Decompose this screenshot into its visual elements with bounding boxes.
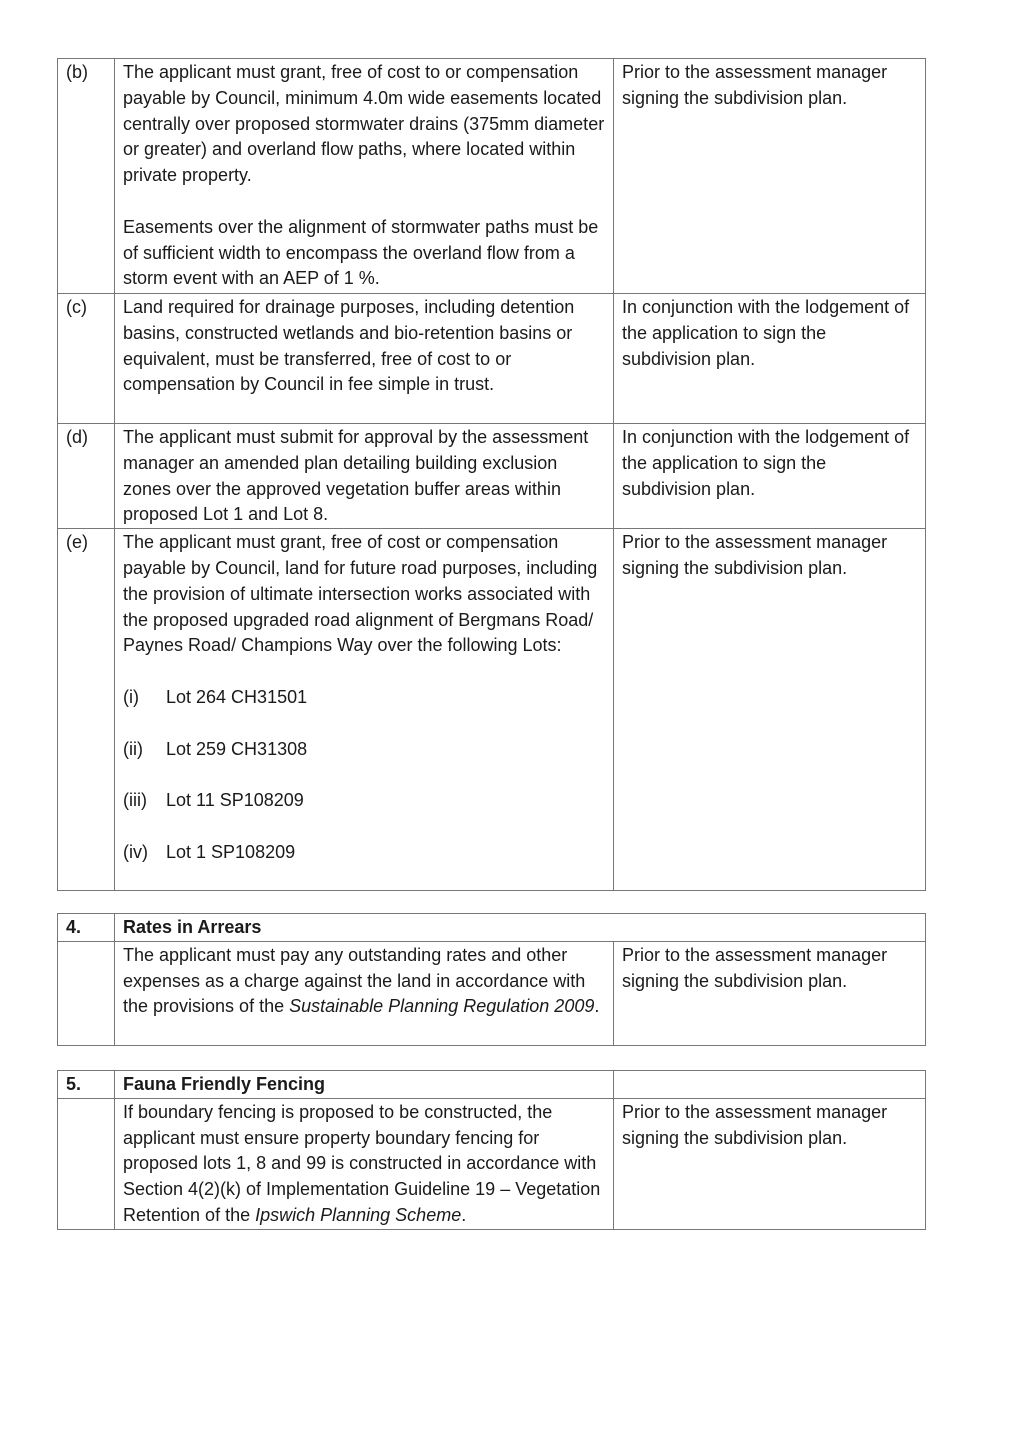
condition-text-plain: If boundary fencing is proposed to be constructed, the applicant must ensure property boundary fencing for proposed lots 1, 8 and 99 is constructed in accordance with Section 4(2)(k) of Implementation Guideline 19 – Vegetation Retention of the [123, 1101, 601, 1225]
condition-text: The applicant must submit for approval by the assessment manager an amended plan detailing building exclusion zones over the approved vegetation buffer areas within proposed Lot 1 and Lot 8. [115, 424, 614, 529]
section-title: Rates in Arrears [115, 914, 926, 942]
lot-list-text: Lot 264 CH31501 [166, 686, 308, 707]
lot-list-number: (ii) [123, 738, 143, 759]
table-row [58, 59, 926, 294]
condition-timing: Prior to the assessment manager signing the subdivision plan. [614, 941, 926, 1045]
condition-timing: In conjunction with the lodgement of the application to sign the subdivision plan. [614, 424, 926, 529]
lot-list-item [123, 685, 605, 711]
condition-text [115, 529, 614, 891]
lot-list-text: Lot 259 CH31308 [166, 738, 308, 759]
condition-text-end: . [594, 996, 600, 1017]
section-number: 4. [58, 914, 115, 942]
lot-list-text: Lot 11 SP108209 [166, 790, 304, 811]
section-header-row [58, 914, 926, 942]
lot-list-item [123, 737, 605, 763]
condition-label: (b) [58, 59, 115, 294]
table-row [58, 424, 926, 529]
section-number: 5. [58, 1071, 115, 1099]
condition-paragraph: The applicant must grant, free of cost to or compensation payable by Council, minimum 4.0m wide easements located centrally over proposed stormwater drains (375mm diameter or greater) and overland flow paths, where located within private property. [123, 62, 605, 186]
condition-paragraph: The applicant must grant, free of cost or compensation payable by Council, land for future road purposes, including the provision of ultimate intersection works associated with the proposed upgraded road alignment of Bergmans Road/ Paynes Road/ Champions Way over the following Lots: [123, 532, 598, 656]
condition-text-end: . [461, 1204, 467, 1225]
condition-timing: Prior to the assessment manager signing the subdivision plan. [614, 529, 926, 891]
condition-label: (c) [58, 294, 115, 424]
rates-in-arrears-table [57, 913, 926, 1046]
condition-text-italic: Ipswich Planning Scheme [255, 1204, 462, 1225]
condition-text [115, 1098, 614, 1229]
condition-text: Land required for drainage purposes, including detention basins, constructed wetlands and bio-retention basins or equivalent, must be transferred, free of cost to or compensation by Council in fee simple in trust. [115, 294, 614, 424]
empty-cell [614, 1071, 926, 1099]
empty-cell [58, 1098, 115, 1229]
condition-timing: In conjunction with the lodgement of the application to sign the subdivision plan. [614, 294, 926, 424]
conditions-table [57, 58, 926, 891]
condition-text [115, 941, 614, 1045]
condition-text-italic: Sustainable Planning Regulation 2009 [289, 996, 595, 1017]
lot-list-item [123, 788, 605, 814]
lot-list-number: (iv) [123, 841, 148, 862]
condition-text [115, 59, 614, 294]
condition-label: (d) [58, 424, 115, 529]
lot-list-item [123, 840, 605, 866]
table-row [58, 941, 926, 1045]
fauna-fencing-table [57, 1070, 926, 1230]
table-row [58, 1098, 926, 1229]
condition-text-plain: The applicant must pay any outstanding rates and other expenses as a charge against the land in accordance with the provisions of the [123, 944, 586, 1017]
table-row [58, 529, 926, 891]
condition-timing: Prior to the assessment manager signing the subdivision plan. [614, 1098, 926, 1229]
condition-timing: Prior to the assessment manager signing the subdivision plan. [614, 59, 926, 294]
lot-list-number: (iii) [123, 790, 147, 811]
lot-list-number: (i) [123, 686, 139, 707]
section-title: Fauna Friendly Fencing [115, 1071, 614, 1099]
condition-paragraph: Easements over the alignment of stormwater paths must be of sufficient width to encompass the overland flow from a storm event with an AEP of 1 %. [123, 216, 599, 289]
lot-list-text: Lot 1 SP108209 [166, 841, 296, 862]
section-header-row [58, 1071, 926, 1099]
table-row [58, 294, 926, 424]
condition-label: (e) [58, 529, 115, 891]
empty-cell [58, 941, 115, 1045]
